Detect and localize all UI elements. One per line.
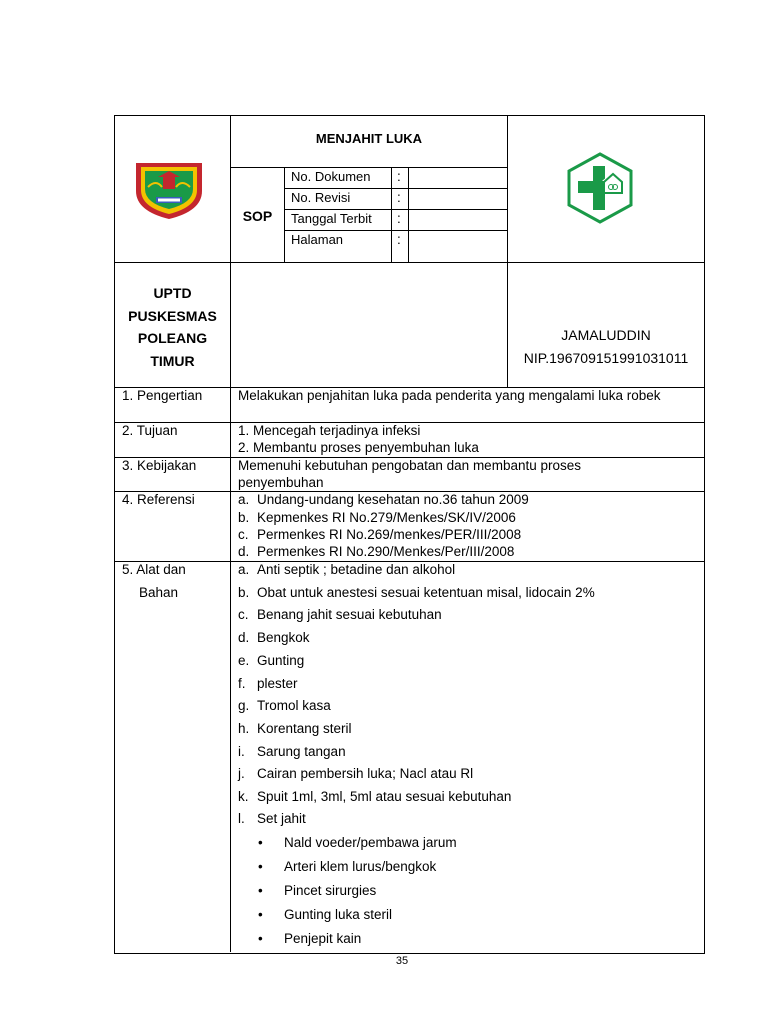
list-item [238,606,442,623]
list-marker: a. [238,492,250,507]
section-label-alat: Bahan [139,585,179,600]
bullet-icon: • [258,859,263,874]
institution-line: PUSKESMAS [128,307,217,324]
signer-name: JAMALUDDIN [561,327,651,343]
list-marker: f. [238,676,246,691]
list-item [238,526,521,543]
list-item [238,765,473,782]
bullet-text: Pincet sirurgies [284,883,377,898]
doc-field-separator: : [397,169,401,184]
section-label-alat: 5. Alat dan [122,562,186,577]
doc-field-label: No. Revisi [291,190,351,205]
list-marker: h. [238,721,250,736]
list-text: Permenkes RI No.269/menkes/PER/III/2008 [257,527,522,542]
list-marker: b. [238,510,250,525]
section-text-kebijakan: Memenuhi kebutuhan pengobatan dan membantu proses penyembuhan [238,458,581,490]
list-text: plester [257,676,298,691]
list-marker: l. [238,811,245,826]
list-text: Bengkok [257,630,310,645]
signer-nip: NIP.196709151991031011 [523,350,689,366]
list-marker: c. [238,527,249,542]
list-text: Tromol kasa [257,698,331,713]
list-text: Obat untuk anestesi sesuai ketentuan misal, lidocain 2% [257,585,595,600]
list-text: Benang jahit sesuai kebutuhan [257,607,442,622]
list-text: Set jahit [257,811,306,826]
section-label-pengertian: 1. Pengertian [122,388,203,403]
list-item [238,491,529,508]
bullet-item [258,882,376,899]
grid-line [284,167,285,262]
bullet-icon: • [258,835,263,850]
list-item [238,810,306,827]
institution-line: UPTD [153,285,192,301]
document-title: MENJAHIT LUKA [315,131,423,146]
list-text: Korentang steril [257,721,352,736]
list-item [238,788,511,805]
bullet-item [258,906,392,923]
list-marker: i. [238,744,245,759]
doc-field-separator: : [397,232,401,247]
bullet-icon: • [258,931,263,946]
doc-field-label: No. Dokumen [291,169,371,184]
puskesmas-logo [566,152,634,224]
list-marker: d. [238,544,250,559]
list-marker: g. [238,698,250,713]
list-marker: a. [238,562,250,577]
list-item [238,584,595,601]
list-item [238,697,331,714]
bullet-text: Penjepit kain [284,931,362,946]
grid-line [391,167,392,262]
list-marker: c. [238,607,249,622]
bullet-text: Gunting luka steril [284,907,393,922]
regional-emblem-logo [132,157,206,221]
list-item [238,543,514,560]
list-text: Spuit 1ml, 3ml, 5ml atau sesuai kebutuhan [257,789,512,804]
grid-line [507,115,508,387]
grid-line [230,115,231,952]
doc-field-separator: : [397,211,401,226]
section-label-referensi: 4. Referensi [122,492,195,507]
section-label-tujuan: 2. Tujuan [122,423,178,438]
doc-field-label: Halaman [291,232,344,247]
bullet-item [258,858,436,875]
section-label-kebijakan: 3. Kebijakan [122,458,197,473]
grid-line [408,167,409,262]
list-text: Cairan pembersih luka; Nacl atau Rl [257,766,474,781]
institution-line: TIMUR [150,352,195,369]
list-text: Permenkes RI No.290/Menkes/Per/III/2008 [257,544,515,559]
list-text: Gunting [257,653,305,668]
list-marker: d. [238,630,250,645]
list-marker: k. [238,789,249,804]
list-item [238,629,310,646]
list-item [238,652,304,669]
list-marker: j. [238,766,245,781]
list-item [238,675,298,692]
doc-field-separator: : [397,190,401,205]
list-item: 2. Membantu proses penyembuhan luka [238,440,479,455]
bullet-item [258,834,457,851]
sop-label: SOP [242,208,273,224]
doc-field-label: Tanggal Terbit [291,211,372,226]
institution-name [115,282,230,372]
list-item: 1. Mencegah terjadinya infeksi [238,423,421,438]
list-text: Undang-undang kesehatan no.36 tahun 2009 [257,492,529,507]
list-marker: b. [238,585,250,600]
bullet-text: Arteri klem lurus/bengkok [284,859,437,874]
grid-line [114,262,704,263]
list-item [238,509,516,526]
list-item [238,720,352,737]
bullet-icon: • [258,907,263,922]
section-text-pengertian: Melakukan penjahitan luka pada penderita yang mengalami luka robek [238,388,661,403]
bullet-icon: • [258,883,263,898]
bullet-text: Nald voeder/pembawa jarum [284,835,457,850]
institution-line: POLEANG [137,330,208,346]
bullet-item [258,930,361,947]
list-item [238,743,346,760]
page-number: 35 [395,955,409,967]
list-marker: e. [238,653,250,668]
list-text: Sarung tangan [257,744,346,759]
list-text: Kepmenkes RI No.279/Menkes/SK/IV/2006 [257,510,516,525]
list-text: Anti septik ; betadine dan alkohol [257,562,456,577]
list-item [238,561,455,578]
